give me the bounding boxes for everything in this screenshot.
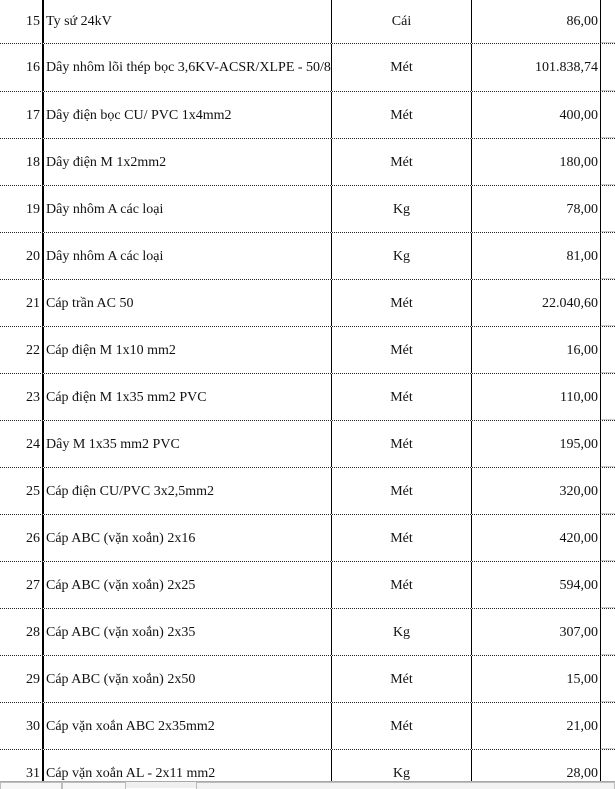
item-description: Cáp điện M 1x10 mm2 bbox=[46, 342, 176, 358]
table-row bbox=[0, 327, 615, 374]
quantity-cell[interactable] bbox=[472, 609, 601, 655]
item-unit: Cái bbox=[391, 13, 412, 29]
item-description: Cáp vặn xoắn AL - 2x11 mm2 bbox=[46, 765, 216, 781]
quantity-cell[interactable] bbox=[472, 421, 601, 467]
description-cell[interactable] bbox=[44, 703, 332, 749]
unit-cell[interactable] bbox=[332, 656, 472, 702]
quantity-cell[interactable] bbox=[472, 562, 601, 608]
row-number-cell[interactable] bbox=[0, 92, 44, 138]
unit-cell[interactable] bbox=[332, 750, 472, 781]
quantity-cell[interactable] bbox=[472, 656, 601, 702]
item-quantity: 22.040,60 bbox=[542, 295, 598, 311]
item-quantity: 180,00 bbox=[559, 154, 598, 170]
item-description: Cáp điện M 1x35 mm2 PVC bbox=[46, 389, 207, 405]
empty-cell[interactable] bbox=[601, 280, 615, 326]
description-cell[interactable] bbox=[44, 44, 332, 91]
row-number: 16 bbox=[26, 60, 40, 75]
empty-cell[interactable] bbox=[601, 374, 615, 420]
table-row bbox=[0, 609, 615, 656]
table-row bbox=[0, 374, 615, 421]
empty-cell[interactable] bbox=[601, 44, 615, 91]
row-number-cell[interactable] bbox=[0, 515, 44, 561]
unit-cell[interactable] bbox=[332, 280, 472, 326]
item-description: Cáp ABC (vặn xoắn) 2x50 bbox=[46, 671, 196, 687]
unit-cell[interactable] bbox=[332, 562, 472, 608]
quantity-cell[interactable] bbox=[472, 280, 601, 326]
row-number-cell[interactable] bbox=[0, 562, 44, 608]
quantity-cell[interactable] bbox=[472, 139, 601, 185]
row-number-cell[interactable] bbox=[0, 374, 44, 420]
table-row bbox=[0, 703, 615, 750]
quantity-cell[interactable] bbox=[472, 750, 601, 781]
item-unit: Kg bbox=[392, 765, 411, 781]
empty-cell[interactable] bbox=[601, 0, 615, 43]
unit-cell[interactable] bbox=[332, 44, 472, 91]
item-quantity: 15,00 bbox=[566, 671, 598, 687]
row-number-cell[interactable] bbox=[0, 703, 44, 749]
item-unit: Kg bbox=[392, 624, 411, 640]
item-quantity: 420,00 bbox=[559, 530, 598, 546]
row-number-cell[interactable] bbox=[0, 44, 44, 91]
item-unit: Mét bbox=[390, 436, 413, 452]
quantity-cell[interactable] bbox=[472, 703, 601, 749]
quantity-cell[interactable] bbox=[472, 327, 601, 373]
table-row bbox=[0, 0, 615, 44]
item-description: Dây nhôm lõi thép bọc 3,6KV-ACSR/XLPE - 50/8 bbox=[46, 60, 331, 75]
item-quantity: 307,00 bbox=[559, 624, 598, 640]
empty-cell[interactable] bbox=[601, 421, 615, 467]
row-number: 29 bbox=[26, 671, 40, 687]
quantity-cell[interactable] bbox=[472, 374, 601, 420]
description-cell[interactable] bbox=[44, 327, 332, 373]
row-number-cell[interactable] bbox=[0, 186, 44, 232]
item-description: Cáp ABC (vặn xoắn) 2x35 bbox=[46, 624, 196, 640]
description-cell[interactable] bbox=[44, 609, 332, 655]
table-row bbox=[0, 562, 615, 609]
row-number: 21 bbox=[26, 295, 40, 311]
description-cell[interactable] bbox=[44, 750, 332, 781]
unit-cell[interactable] bbox=[332, 186, 472, 232]
row-number: 26 bbox=[26, 530, 40, 546]
item-unit: Mét bbox=[390, 60, 413, 75]
unit-cell[interactable] bbox=[332, 92, 472, 138]
row-number-cell[interactable] bbox=[0, 233, 44, 279]
row-number-cell[interactable] bbox=[0, 656, 44, 702]
row-number: 15 bbox=[26, 13, 40, 29]
table-row bbox=[0, 515, 615, 562]
empty-cell[interactable] bbox=[601, 186, 615, 232]
row-number-cell[interactable] bbox=[0, 609, 44, 655]
item-unit: Mét bbox=[390, 671, 413, 687]
table-row bbox=[0, 656, 615, 703]
empty-cell[interactable] bbox=[601, 609, 615, 655]
item-quantity: 28,00 bbox=[566, 765, 598, 781]
item-unit: Kg bbox=[392, 201, 411, 217]
row-number: 23 bbox=[26, 389, 40, 405]
row-number: 30 bbox=[26, 718, 40, 734]
table-row bbox=[0, 421, 615, 468]
quantity-cell[interactable] bbox=[472, 186, 601, 232]
unit-cell[interactable] bbox=[332, 233, 472, 279]
item-unit: Mét bbox=[390, 342, 413, 358]
item-description: Cáp điện CU/PVC 3x2,5mm2 bbox=[46, 483, 215, 499]
table-row bbox=[0, 280, 615, 327]
item-unit: Mét bbox=[390, 530, 413, 546]
table-row bbox=[0, 750, 615, 781]
description-cell[interactable] bbox=[44, 374, 332, 420]
unit-cell[interactable] bbox=[332, 0, 472, 43]
sheet-tab-bar bbox=[0, 781, 615, 788]
row-number-cell[interactable] bbox=[0, 421, 44, 467]
item-quantity: 594,00 bbox=[559, 577, 598, 593]
item-quantity: 110,00 bbox=[560, 389, 598, 405]
item-quantity: 86,00 bbox=[566, 13, 598, 29]
row-number-cell[interactable] bbox=[0, 468, 44, 514]
empty-cell[interactable] bbox=[601, 562, 615, 608]
description-cell[interactable] bbox=[44, 92, 332, 138]
quantity-cell[interactable] bbox=[472, 44, 601, 91]
row-number: 18 bbox=[26, 154, 40, 170]
row-number: 17 bbox=[26, 107, 40, 123]
empty-cell[interactable] bbox=[601, 703, 615, 749]
item-unit: Mét bbox=[390, 295, 413, 311]
row-number: 25 bbox=[26, 483, 40, 499]
table-row bbox=[0, 139, 615, 186]
empty-cell[interactable] bbox=[601, 139, 615, 185]
table-row bbox=[0, 233, 615, 280]
item-quantity: 101.838,74 bbox=[535, 60, 598, 75]
row-number-cell[interactable] bbox=[0, 0, 44, 43]
item-unit: Mét bbox=[390, 483, 413, 499]
item-description: Ty sứ 24kV bbox=[46, 13, 112, 29]
description-cell[interactable] bbox=[44, 468, 332, 514]
empty-cell[interactable] bbox=[601, 327, 615, 373]
empty-cell[interactable] bbox=[601, 656, 615, 702]
row-number: 31 bbox=[26, 765, 40, 781]
item-description: Cáp trần AC 50 bbox=[46, 295, 134, 311]
quantity-cell[interactable] bbox=[472, 468, 601, 514]
empty-cell[interactable] bbox=[601, 92, 615, 138]
quantity-cell[interactable] bbox=[472, 515, 601, 561]
item-description: Cáp vặn xoắn ABC 2x35mm2 bbox=[46, 718, 215, 734]
row-number-cell[interactable] bbox=[0, 139, 44, 185]
table-row bbox=[0, 186, 615, 233]
item-unit: Kg bbox=[392, 248, 411, 264]
item-quantity: 400,00 bbox=[559, 107, 598, 123]
unit-cell[interactable] bbox=[332, 609, 472, 655]
description-cell[interactable] bbox=[44, 139, 332, 185]
unit-cell[interactable] bbox=[332, 421, 472, 467]
empty-cell[interactable] bbox=[601, 515, 615, 561]
quantity-cell[interactable] bbox=[472, 0, 601, 43]
row-number-cell[interactable] bbox=[0, 280, 44, 326]
row-number: 22 bbox=[26, 342, 40, 358]
item-description: Cáp ABC (vặn xoắn) 2x16 bbox=[46, 530, 196, 546]
item-unit: Mét bbox=[390, 154, 413, 170]
empty-cell[interactable] bbox=[601, 750, 615, 781]
description-cell[interactable] bbox=[44, 515, 332, 561]
item-description: Dây điện bọc CU/ PVC 1x4mm2 bbox=[46, 107, 232, 123]
row-number: 20 bbox=[26, 248, 40, 264]
row-number: 19 bbox=[26, 201, 40, 217]
quantity-cell[interactable] bbox=[472, 92, 601, 138]
unit-cell[interactable] bbox=[332, 327, 472, 373]
description-cell[interactable] bbox=[44, 0, 332, 43]
row-number: 24 bbox=[26, 436, 40, 452]
item-quantity: 81,00 bbox=[566, 248, 598, 264]
unit-cell[interactable] bbox=[332, 374, 472, 420]
description-cell[interactable] bbox=[44, 421, 332, 467]
row-number-cell[interactable] bbox=[0, 750, 44, 781]
item-description: Cáp ABC (vặn xoắn) 2x25 bbox=[46, 577, 196, 593]
item-unit: Mét bbox=[390, 577, 413, 593]
row-number: 27 bbox=[26, 577, 40, 593]
table-row bbox=[0, 92, 615, 139]
item-unit: Mét bbox=[390, 718, 413, 734]
table-row bbox=[0, 468, 615, 515]
description-cell[interactable] bbox=[44, 280, 332, 326]
description-cell[interactable] bbox=[44, 186, 332, 232]
empty-cell[interactable] bbox=[601, 468, 615, 514]
item-quantity: 21,00 bbox=[566, 718, 598, 734]
item-quantity: 16,00 bbox=[566, 342, 598, 358]
item-unit: Mét bbox=[390, 107, 413, 123]
unit-cell[interactable] bbox=[332, 515, 472, 561]
item-description: Dây điện M 1x2mm2 bbox=[46, 154, 167, 170]
item-description: Dây nhôm A các loại bbox=[46, 248, 164, 264]
item-quantity: 78,00 bbox=[566, 201, 598, 217]
item-unit: Mét bbox=[390, 389, 413, 405]
row-number-cell[interactable] bbox=[0, 327, 44, 373]
item-quantity: 320,00 bbox=[559, 483, 598, 499]
unit-cell[interactable] bbox=[332, 703, 472, 749]
quantity-cell[interactable] bbox=[472, 233, 601, 279]
row-number: 28 bbox=[26, 624, 40, 640]
description-cell[interactable] bbox=[44, 233, 332, 279]
description-cell[interactable] bbox=[44, 562, 332, 608]
table-row bbox=[0, 44, 615, 92]
unit-cell[interactable] bbox=[332, 139, 472, 185]
unit-cell[interactable] bbox=[332, 468, 472, 514]
empty-cell[interactable] bbox=[601, 233, 615, 279]
item-description: Dây M 1x35 mm2 PVC bbox=[46, 436, 180, 452]
item-quantity: 195,00 bbox=[559, 436, 598, 452]
item-description: Dây nhôm A các loại bbox=[46, 201, 164, 217]
description-cell[interactable] bbox=[44, 656, 332, 702]
